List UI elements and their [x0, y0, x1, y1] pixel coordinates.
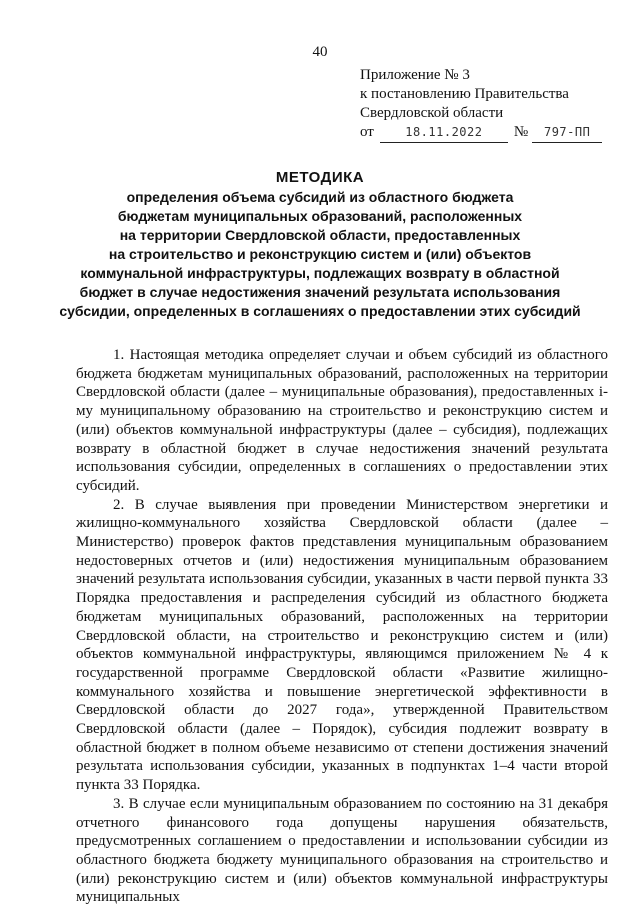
- appendix-region: Свердловской области: [360, 105, 504, 121]
- subtitle-line: коммунальной инфраструктуры, подлежащих возврату в областной: [80, 265, 560, 281]
- date-label: от: [360, 124, 374, 140]
- document-body: [76, 346, 608, 907]
- appendix-block: [360, 66, 602, 143]
- title-block: [0, 168, 640, 321]
- subtitle-line: бюджет в случае недостижения значений результата использования: [79, 284, 561, 300]
- appendix-reference: к постановлению Правительства: [360, 86, 569, 102]
- subtitle-line: бюджетам муниципальных образований, расположенных: [117, 208, 523, 224]
- resolution-date: 18.11.2022: [380, 123, 508, 143]
- subtitle-line: на строительство и реконструкцию систем и (или) объектов: [108, 246, 532, 262]
- subtitle-line: определения объема субсидий из областного бюджета: [126, 189, 514, 205]
- page-number: 40: [312, 44, 328, 60]
- appendix-date-number-row: [360, 123, 602, 143]
- paragraph-2: 2. В случае выявления при проведении Министерством энергетики и жилищно-коммунального хозяйства Свердловской области (далее – Министерство) проверок фактов представления муниципальным образованием недостоверных отчетов и (или) недостижения муниципальным образованием значений результата использования субсидии, указанных в части первой пункта 33 Порядка предоставления и распределения субсидий из областного бюджета бюджетам муниципальных образований, расположенных на территории Свердловской области, на строительство и реконструкцию систем и (или) объектов коммунальной инфраструктуры, являющимся приложением № 4 к государственной программе Свердловской области «Развитие жилищно-коммунального хозяйства и повышение энергетической эффективности в Свердловской области до 2027 года», утвержденной Правительством Свердловской области (далее – Порядок), субсидия подлежит возврату в областной бюджет в полном объеме независимо от степени достижения значений результата использования субсидии, указанных в подпунктах 1–4 части второй пункта 33 Порядка.: [76, 496, 608, 794]
- appendix-title: Приложение № 3: [360, 67, 470, 83]
- document-title: МЕТОДИКА: [275, 169, 365, 186]
- number-label: №: [513, 124, 529, 140]
- subtitle-line: субсидии, определенных в соглашениях о предоставлении этих субсидий: [59, 303, 581, 319]
- resolution-number: 797-ПП: [532, 123, 602, 143]
- paragraph-1: 1. Настоящая методика определяет случаи и объем субсидий из областного бюджета бюджетам муниципальных образований, расположенных на территории Свердловской области (далее – муниципальные образования), предоставленных i-му муниципальному образованию на строительство и реконструкцию систем и (или) объектов коммунальной инфраструктуры (далее – субсидия), подлежащих возврату в областной бюджет в случае недостижения значений результата использования субсидии, определенных в соглашениях о предоставлении этих субсидий.: [76, 347, 608, 494]
- subtitle-line: на территории Свердловской области, предоставленных: [119, 227, 521, 243]
- paragraph-3: 3. В случае если муниципальным образованием по состоянию на 31 декабря отчетного финансового года допущены нарушения обязательств, предусмотренных соглашением о предоставлении и использовании субсидии из областного бюджета бюджету муниципального образования на строительство и (или) реконструкцию систем и (или) объектов коммунальной инфраструктуры муниципальных: [76, 795, 608, 906]
